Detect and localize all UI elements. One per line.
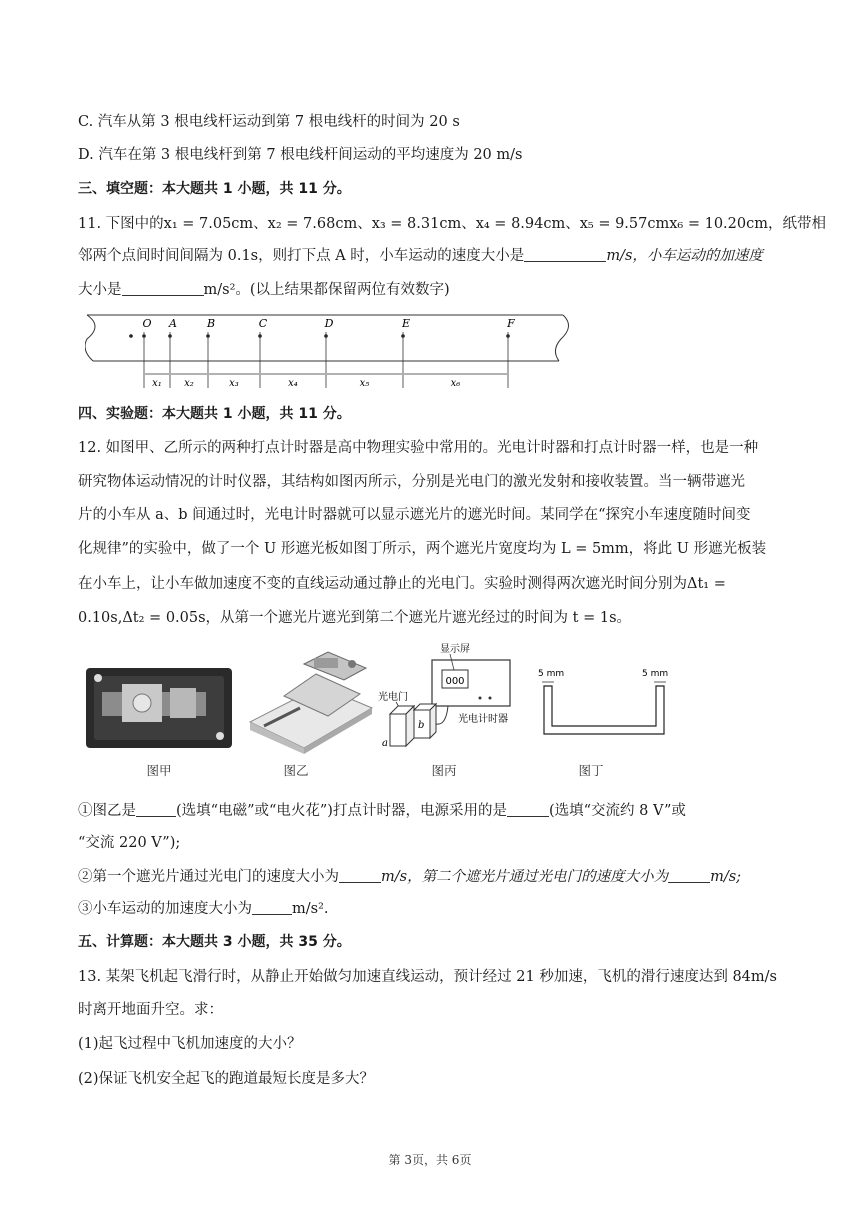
caption-yi: 图乙	[283, 763, 309, 778]
segment-label-2: x₂	[184, 378, 194, 389]
q11-line2	[78, 246, 763, 266]
gate-a-label: a	[382, 738, 388, 749]
segment-label-3: x₃	[229, 378, 239, 389]
display-value: 000	[445, 676, 465, 687]
q12-line5: 在小车上，让小车做加速度不变的直线运动通过静止的光电门。实验时测得两次遮光时间分别为Δt₁ =	[78, 576, 726, 592]
q12-sub1	[78, 801, 686, 821]
page-footer: 第 3页，共 6页	[388, 1153, 472, 1167]
section-4-heading: 四、实验题：本大题共 1 小题，共 11 分。	[78, 406, 351, 422]
q12-line1: 12. 如图甲、乙所示的两种打点计时器是高中物理实验中常用的。光电计时器和打点计时器一样，也是一种	[78, 440, 759, 456]
u-shade-plate	[544, 686, 664, 734]
q13-part1: (1)起飞过程中飞机加速度的大小？	[78, 1036, 302, 1052]
q12-sub3-text-a: ③小车运动的加速度大小为	[78, 901, 252, 917]
q12-line6: 0.10s,Δt₂ = 0.05s，从第一个遮光片遮光到第二个遮光片遮光经过的时间为 t = 1s。	[78, 610, 632, 626]
q12-blank-type	[136, 802, 176, 817]
q12-line2: 研究物体运动情况的计时仪器，其结构如图丙所示，分别是光电门的激光发射和接收装置。当一辆带遮光	[78, 474, 745, 490]
paper-tape-figure	[85, 312, 575, 394]
tape-label-E: E	[401, 317, 411, 330]
timer-label: 光电计时器	[458, 714, 508, 725]
q12-sub1-text-b: (选填“电磁”或“电火花”)打点计时器，电源采用的是	[176, 803, 507, 819]
q11-text-a: 邻两个点间时间间隔为 0.1s，则打下点 A 时，小车运动的速度大小是	[78, 248, 525, 264]
tape-label-F: F	[507, 317, 515, 330]
caption-ding: 图丁	[578, 763, 604, 778]
q13-line1: 13. 某架飞机起飞滑行时，从静止开始做匀加速直线运动，预计经过 21 秒加速，飞机的滑行速度达到 84m/s	[78, 969, 777, 985]
segment-label-4: x₄	[288, 378, 298, 389]
q12-sub2-text-a: ②第一个遮光片通过光电门的速度大小为	[78, 869, 339, 885]
q13-line2: 时离开地面升空。求：	[78, 1002, 223, 1018]
tape-label-B: B	[206, 317, 216, 330]
q13-part2: (2)保证飞机安全起飞的跑道最短长度是多大？	[78, 1071, 375, 1087]
width-label-left: 5 mm	[538, 669, 565, 679]
q12-sub1-cont: “交流 220 V”);	[78, 835, 181, 851]
figure-yi-image	[244, 650, 376, 754]
q11-text-c: 大小是	[78, 282, 122, 298]
timer-box	[432, 660, 510, 706]
caption-bing: 图丙	[431, 763, 457, 778]
section-5-heading: 五、计算题：本大题共 3 小题，共 35 分。	[78, 934, 351, 950]
section-3-heading: 三、填空题：本大题共 1 小题，共 11 分。	[78, 181, 351, 197]
segment-label-5: x₅	[359, 378, 370, 389]
gate-label: 光电门	[378, 692, 408, 703]
q12-blank-v2	[668, 868, 710, 883]
q12-sub3	[78, 899, 329, 919]
figure-ding-diagram	[532, 664, 682, 744]
caption-jia: 图甲	[146, 763, 172, 778]
q11-text-b: m/s，小车运动的加速度	[606, 248, 763, 264]
q12-line4: 化规律”的实验中，做了一个 U 形遮光板如图丁所示，两个遮光片宽度均为 L = 5mm，将此 U 形遮光板装	[78, 541, 767, 557]
q11-blank-velocity	[524, 247, 606, 262]
gate-b-label: b	[418, 720, 425, 731]
q12-blank-v1	[339, 868, 381, 883]
segment-label-1: x₁	[152, 378, 162, 389]
option-c: C. 汽车从第 3 根电线杆运动到第 7 根电线杆的时间为 20 s	[78, 114, 460, 130]
q12-line3: 片的小车从 a、b 间通过时，光电计时器就可以显示遮光片的遮光时间。某同学在“探究小车速度随时间变	[78, 507, 751, 523]
tape-dot-start	[129, 334, 133, 338]
figure-jia-image	[84, 666, 234, 752]
figure-bing-diagram	[376, 640, 526, 754]
width-label-right: 5 mm	[642, 669, 669, 679]
segment-label-6: x₆	[450, 378, 461, 389]
option-d: D. 汽车在第 3 根电线杆到第 7 根电线杆间运动的平均速度为 20 m/s	[78, 147, 523, 163]
tape-label-O: O	[142, 317, 152, 330]
tape-label-A: A	[169, 317, 177, 330]
q12-sub2	[78, 867, 741, 887]
q12-blank-accel	[252, 900, 292, 915]
tape-label-D: D	[324, 317, 334, 330]
q12-sub1-text-c: (选填“交流约 8 V”或	[548, 803, 686, 819]
q12-sub3-text-b: m/s².	[292, 901, 329, 917]
q11-text-d: m/s²。(以上结果都保留两位有效数字)	[203, 282, 450, 298]
q12-sub1-text-a: ①图乙是	[78, 803, 136, 819]
q12-blank-power	[507, 802, 549, 817]
q12-sub2-text-c: m/s;	[710, 869, 742, 885]
q11-blank-acceleration	[122, 281, 204, 296]
q11-line3	[78, 280, 450, 300]
q12-sub2-text-b: m/s，第二个遮光片通过光电门的速度大小为	[381, 869, 669, 885]
q11-line1: 11. 下图中的x₁ = 7.05cm、x₂ = 7.68cm、x₃ = 8.31cm、x₄ = 8.94cm、x₅ = 9.57cmx₆ = 10.20cm，纸带相	[78, 216, 826, 232]
display-label: 显示屏	[440, 644, 470, 655]
tape-label-C: C	[258, 317, 268, 330]
